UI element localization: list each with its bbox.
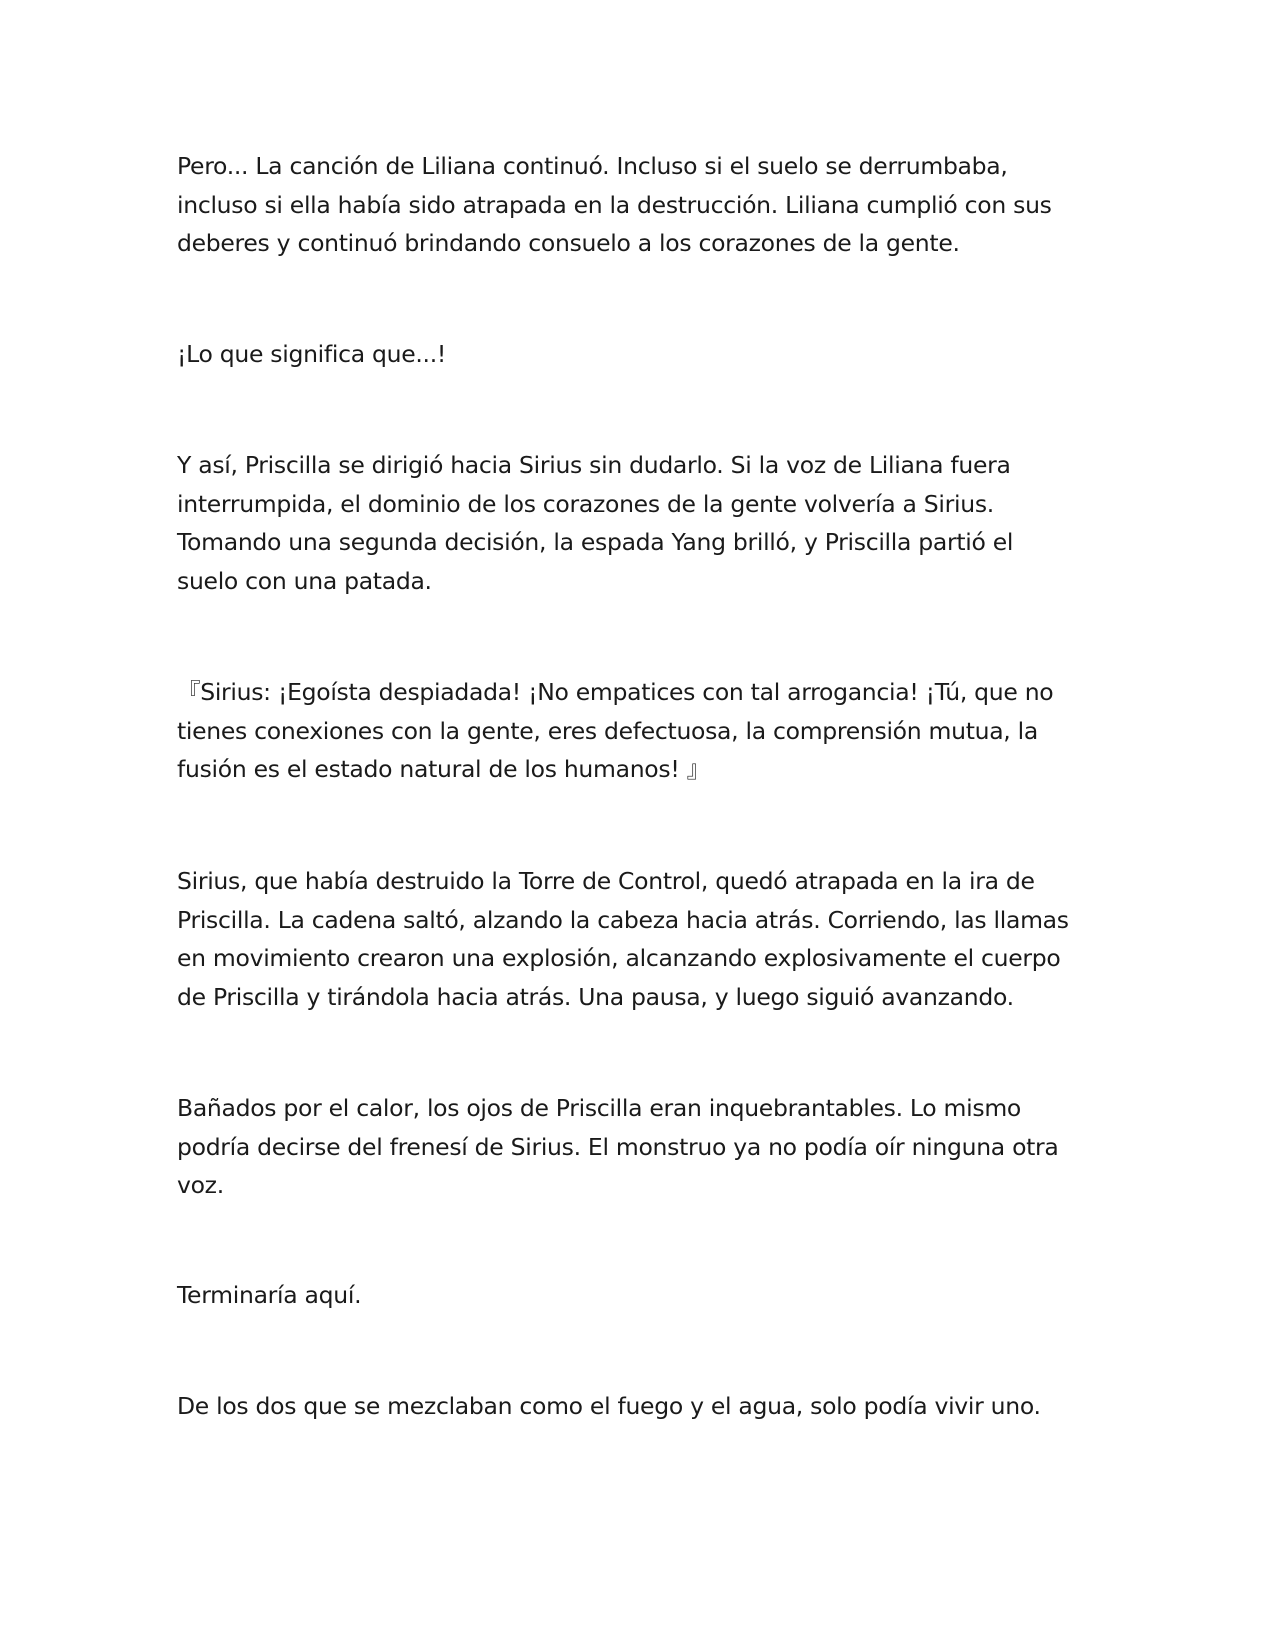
paragraph-5: Sirius, que había destruido la Torre de Control, quedó atrapada en la ira de Priscilla. La cadena saltó, alzando la cabeza hacia atrás. Corriendo, las llamas en movimiento crearon una explosión, alcanzando explosivamente el cuerpo de Priscilla y tirándola hacia atrás. Una pausa, y luego siguió avanzando. bbox=[177, 867, 1069, 1011]
paragraph-7: Terminaría aquí. bbox=[177, 1281, 362, 1309]
paragraph-8: De los dos que se mezclaban como el fuego y el agua, solo podía vivir uno. bbox=[177, 1392, 1041, 1420]
paragraph-1: Pero... La canción de Liliana continuó. Incluso si el suelo se derrumbaba, incluso si ella había sido atrapada en la destrucción. Liliana cumplió con sus deberes y continuó brindando consuelo a los corazones de la gente. bbox=[177, 152, 1052, 257]
paragraph-2: ¡Lo que significa que...! bbox=[177, 340, 446, 368]
paragraph-3: Y así, Priscilla se dirigió hacia Sirius sin dudarlo. Si la voz de Liliana fuera interrumpida, el dominio de los corazones de la gente volvería a Sirius. Tomando una segunda decisión, la espada Yang brilló, y Priscilla partió el suelo con una patada. bbox=[177, 451, 1014, 595]
paragraph-6: Bañados por el calor, los ojos de Priscilla eran inquebrantables. Lo mismo podría decirse del frenesí de Sirius. El monstruo ya no podía oír ninguna otra voz. bbox=[177, 1094, 1059, 1199]
dialogue-paragraph: 『Sirius: ¡Egoísta despiadada! ¡No empatices con tal arrogancia! ¡Tú, que no tienes conexiones con la gente, eres defectuosa, la comprensión mutua, la fusión es el estado natural de los humanos! 』 bbox=[177, 678, 1054, 783]
